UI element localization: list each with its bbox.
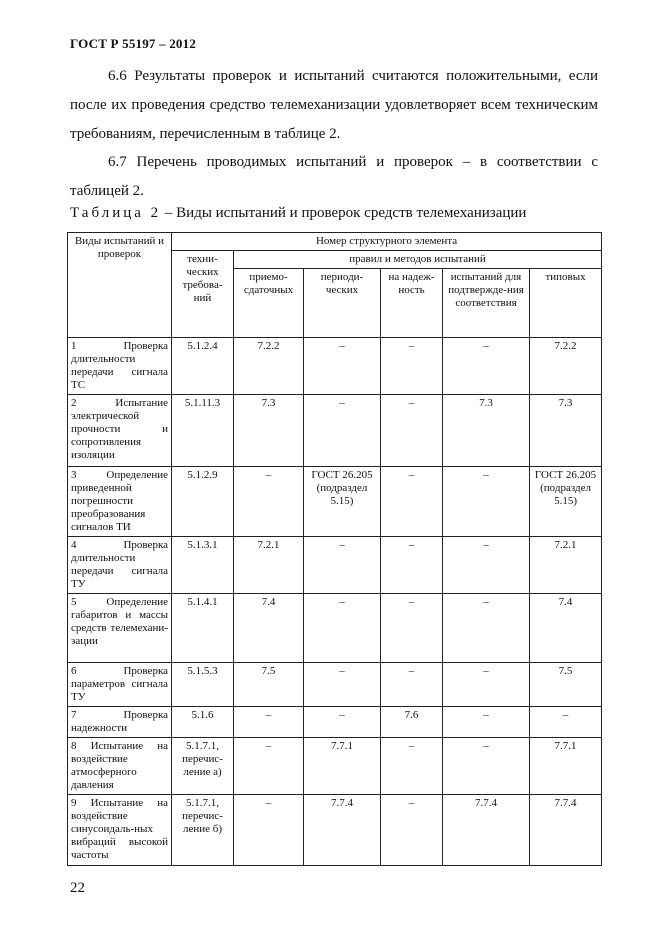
tech-req-cell: 5.1.7.1, перечис-ление б) xyxy=(172,795,234,866)
header-structural-element: Номер структурного элемента xyxy=(172,233,602,251)
reliability-cell: – xyxy=(381,594,443,663)
tests-table-body xyxy=(68,233,602,866)
paragraph-6-7: 6.7 Перечень проводимых испытаний и проверок – в соответствии с таблицей 2. xyxy=(70,154,598,199)
reliability-cell: 7.6 xyxy=(381,707,443,738)
document-header: ГОСТ Р 55197 – 2012 xyxy=(70,36,197,51)
acceptance-cell: 7.2.2 xyxy=(234,338,304,395)
conformity-cell: – xyxy=(443,537,530,594)
acceptance-cell: 7.4 xyxy=(234,594,304,663)
conformity-cell: – xyxy=(443,663,530,707)
table-row xyxy=(68,395,602,467)
header-typical: типовых xyxy=(530,269,602,338)
table-row xyxy=(68,537,602,594)
acceptance-cell: 7.3 xyxy=(234,395,304,467)
header-conformity: испытаний для подтвержде-ния соответствия xyxy=(443,269,530,338)
test-name-cell: 3 Определение приведенной погрешности преобразования сигналов ТИ xyxy=(68,467,172,537)
typical-cell: 7.7.4 xyxy=(530,795,602,866)
periodic-cell: – xyxy=(304,707,381,738)
reliability-cell: – xyxy=(381,395,443,467)
tech-req-cell: 5.1.6 xyxy=(172,707,234,738)
reliability-cell: – xyxy=(381,338,443,395)
typical-cell: 7.5 xyxy=(530,663,602,707)
periodic-cell: 7.7.4 xyxy=(304,795,381,866)
typical-cell: 7.4 xyxy=(530,594,602,663)
typical-cell: 7.7.1 xyxy=(530,738,602,795)
conformity-cell: 7.3 xyxy=(443,395,530,467)
header-test-type: Виды испытаний и проверок xyxy=(68,233,172,338)
header-technical-requirements: техни-ческих требова-ний xyxy=(172,251,234,338)
periodic-cell: 7.7.1 xyxy=(304,738,381,795)
header-periodic: периоди-ческих xyxy=(304,269,381,338)
table-caption-title: – Виды испытаний и проверок средств телемеханизации xyxy=(161,205,527,221)
typical-cell: ГОСТ 26.205 (подраздел 5.15) xyxy=(530,467,602,537)
conformity-cell: – xyxy=(443,338,530,395)
periodic-cell: – xyxy=(304,663,381,707)
table-row xyxy=(68,795,602,866)
page-number: 22 xyxy=(70,880,85,896)
typical-cell: 7.3 xyxy=(530,395,602,467)
tech-req-cell: 5.1.2.9 xyxy=(172,467,234,537)
header-reliability: на надеж-ность xyxy=(381,269,443,338)
tech-req-cell: 5.1.3.1 xyxy=(172,537,234,594)
tests-table xyxy=(67,232,602,866)
test-name-cell: 9 Испытание на воздействие синусоидаль-ных вибраций высокой частоты xyxy=(68,795,172,866)
table-row xyxy=(68,707,602,738)
table-row xyxy=(68,467,602,537)
acceptance-cell: 7.2.1 xyxy=(234,537,304,594)
tech-req-cell: 5.1.7.1, перечис-ление а) xyxy=(172,738,234,795)
header-acceptance: приемо-сдаточных xyxy=(234,269,304,338)
test-name-cell: 5 Определение габаритов и массы средств телемехани-зации xyxy=(68,594,172,663)
periodic-cell: ГОСТ 26.205 (подраздел 5.15) xyxy=(304,467,381,537)
conformity-cell: – xyxy=(443,467,530,537)
test-name-cell: 4 Проверка длительности передачи сигнала ТУ xyxy=(68,537,172,594)
acceptance-cell: 7.5 xyxy=(234,663,304,707)
test-name-cell: 8 Испытание на воздействие атмосферного давления xyxy=(68,738,172,795)
table-caption xyxy=(70,203,526,223)
reliability-cell: – xyxy=(381,795,443,866)
header-test-methods: правил и методов испытаний xyxy=(234,251,602,269)
conformity-cell: – xyxy=(443,738,530,795)
periodic-cell: – xyxy=(304,395,381,467)
conformity-cell: 7.7.4 xyxy=(443,795,530,866)
periodic-cell: – xyxy=(304,338,381,395)
table-row xyxy=(68,338,602,395)
periodic-cell: – xyxy=(304,537,381,594)
table-caption-prefix: Таблица 2 xyxy=(70,205,162,221)
tech-req-cell: 5.1.5.3 xyxy=(172,663,234,707)
acceptance-cell: – xyxy=(234,467,304,537)
acceptance-cell: – xyxy=(234,795,304,866)
reliability-cell: – xyxy=(381,537,443,594)
reliability-cell: – xyxy=(381,663,443,707)
typical-cell: 7.2.1 xyxy=(530,537,602,594)
test-name-cell: 6 Проверка параметров сигнала ТУ xyxy=(68,663,172,707)
table-row xyxy=(68,738,602,795)
table-header-row xyxy=(68,233,602,251)
table-row xyxy=(68,663,602,707)
table-row xyxy=(68,594,602,663)
typical-cell: – xyxy=(530,707,602,738)
tech-req-cell: 5.1.2.4 xyxy=(172,338,234,395)
typical-cell: 7.2.2 xyxy=(530,338,602,395)
conformity-cell: – xyxy=(443,594,530,663)
test-name-cell: 2 Испытание электрической прочности и сопротивления изоляции xyxy=(68,395,172,467)
tech-req-cell: 5.1.4.1 xyxy=(172,594,234,663)
conformity-cell: – xyxy=(443,707,530,738)
periodic-cell: – xyxy=(304,594,381,663)
acceptance-cell: – xyxy=(234,707,304,738)
acceptance-cell: – xyxy=(234,738,304,795)
reliability-cell: – xyxy=(381,738,443,795)
test-name-cell: 1 Проверка длительности передачи сигнала ТС xyxy=(68,338,172,395)
reliability-cell: – xyxy=(381,467,443,537)
test-name-cell: 7 Проверка надежности xyxy=(68,707,172,738)
paragraph-6-6: 6.6 Результаты проверок и испытаний считаются положительными, если после их проведения средство телемеханизации удовлетворяет всем техническим требованиям, перечисленным в таблице 2. xyxy=(70,68,598,142)
tech-req-cell: 5.1.11.3 xyxy=(172,395,234,467)
